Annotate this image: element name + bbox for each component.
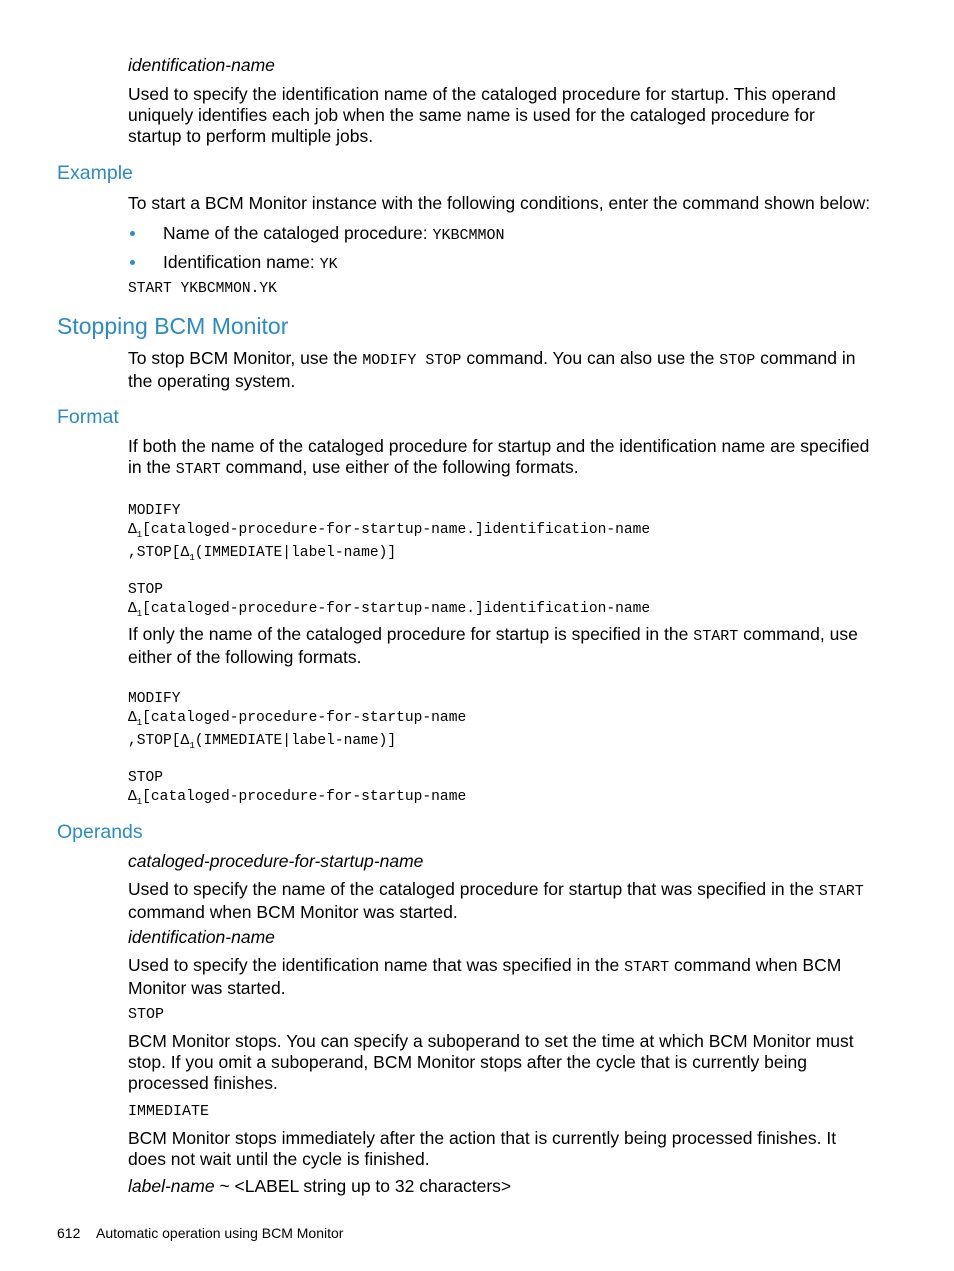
operand-description: Used to specify the identification name of the cataloged procedure for startup. This operand uniquely identifies each job when the same name is used for the cataloged procedure for startup to perform multiple jobs. (128, 84, 836, 146)
inline-code: MODIFY STOP (362, 352, 462, 369)
operand-description: Used to specify the name of the cataloged procedure for startup that was specified in the START command when BCM Monitor was started. (128, 879, 864, 922)
operand-term: STOP (128, 1006, 165, 1023)
section-heading-stopping: Stopping BCM Monitor (57, 313, 289, 339)
format-heading: Format (57, 406, 119, 428)
inline-code: START (818, 883, 864, 900)
operand-term: cataloged-procedure-for-startup-name (128, 851, 424, 871)
format-block-modify-full: MODIFY $\Delta_1[cataloged-procedure-for-startup-name.]identification$-name $,STOP[\Delta_1(IMMEDIATE|label-name)]$ (128, 503, 651, 563)
page-number: 612 (57, 1225, 81, 1241)
operand-term-identification-name: identification-name (128, 55, 275, 75)
operand-description: Used to specify the identification name that was specified in the START command when BCM Monitor was started. (128, 955, 842, 998)
format-paragraph-2: If only the name of the cataloged procedure for startup is specified in the START command, use either of the following formats. (128, 624, 858, 667)
operand-term-label-name: label-name ~ <LABEL string up to 32 characters> (128, 1176, 512, 1196)
operand-description: BCM Monitor stops. You can specify a suboperand to set the time at which BCM Monitor must stop. If you omit a suboperand, BCM Monitor stops after the cycle that is currently being processed finishes. (128, 1031, 854, 1093)
footer-title: Automatic operation using BCM Monitor (96, 1225, 344, 1241)
bullet-icon (130, 260, 135, 265)
operand-term: identification-name (128, 927, 275, 947)
bullet-code: YKBCMMON (432, 227, 505, 244)
operands-heading: Operands (57, 821, 143, 843)
inline-code: START (624, 959, 670, 976)
bullet-icon (130, 231, 135, 236)
bullet-label: Identification name: (163, 252, 320, 272)
bullet-code: YK (319, 256, 338, 273)
inline-code: STOP (719, 352, 756, 369)
operand-term: IMMEDIATE (128, 1103, 210, 1120)
stopping-paragraph: To stop BCM Monitor, use the MODIFY STOP command. You can also use the STOP command in the operating system. (128, 348, 856, 391)
bullet-label: Name of the cataloged procedure: (163, 223, 433, 243)
inline-code: START (175, 461, 221, 478)
example-heading: Example (57, 162, 133, 184)
format-block-modify-name: MODIFY $\Delta_1[cataloged-procedure-for-startup$-name $,STOP[\Delta_1(IMMEDIATE|label-name)]$ (128, 691, 467, 751)
format-block-stop-full: STOP $\Delta_1[cataloged-procedure-for-startup-name.]identification$-name (128, 582, 651, 619)
format-paragraph-1: If both the name of the cataloged procedure for startup and the identification name are specified in the START command, use either of the following formats. (128, 436, 870, 478)
operand-description: BCM Monitor stops immediately after the action that is currently being processed finishes. It does not wait until the cycle is finished. (128, 1128, 837, 1169)
format-block-stop-name: STOP $\Delta_1[cataloged-procedure-for-startup$-name (128, 770, 467, 807)
inline-code: START (693, 628, 739, 645)
example-command: START YKBCMMON.YK (128, 281, 277, 297)
example-text: To start a BCM Monitor instance with the following conditions, enter the command shown below: (128, 193, 871, 213)
